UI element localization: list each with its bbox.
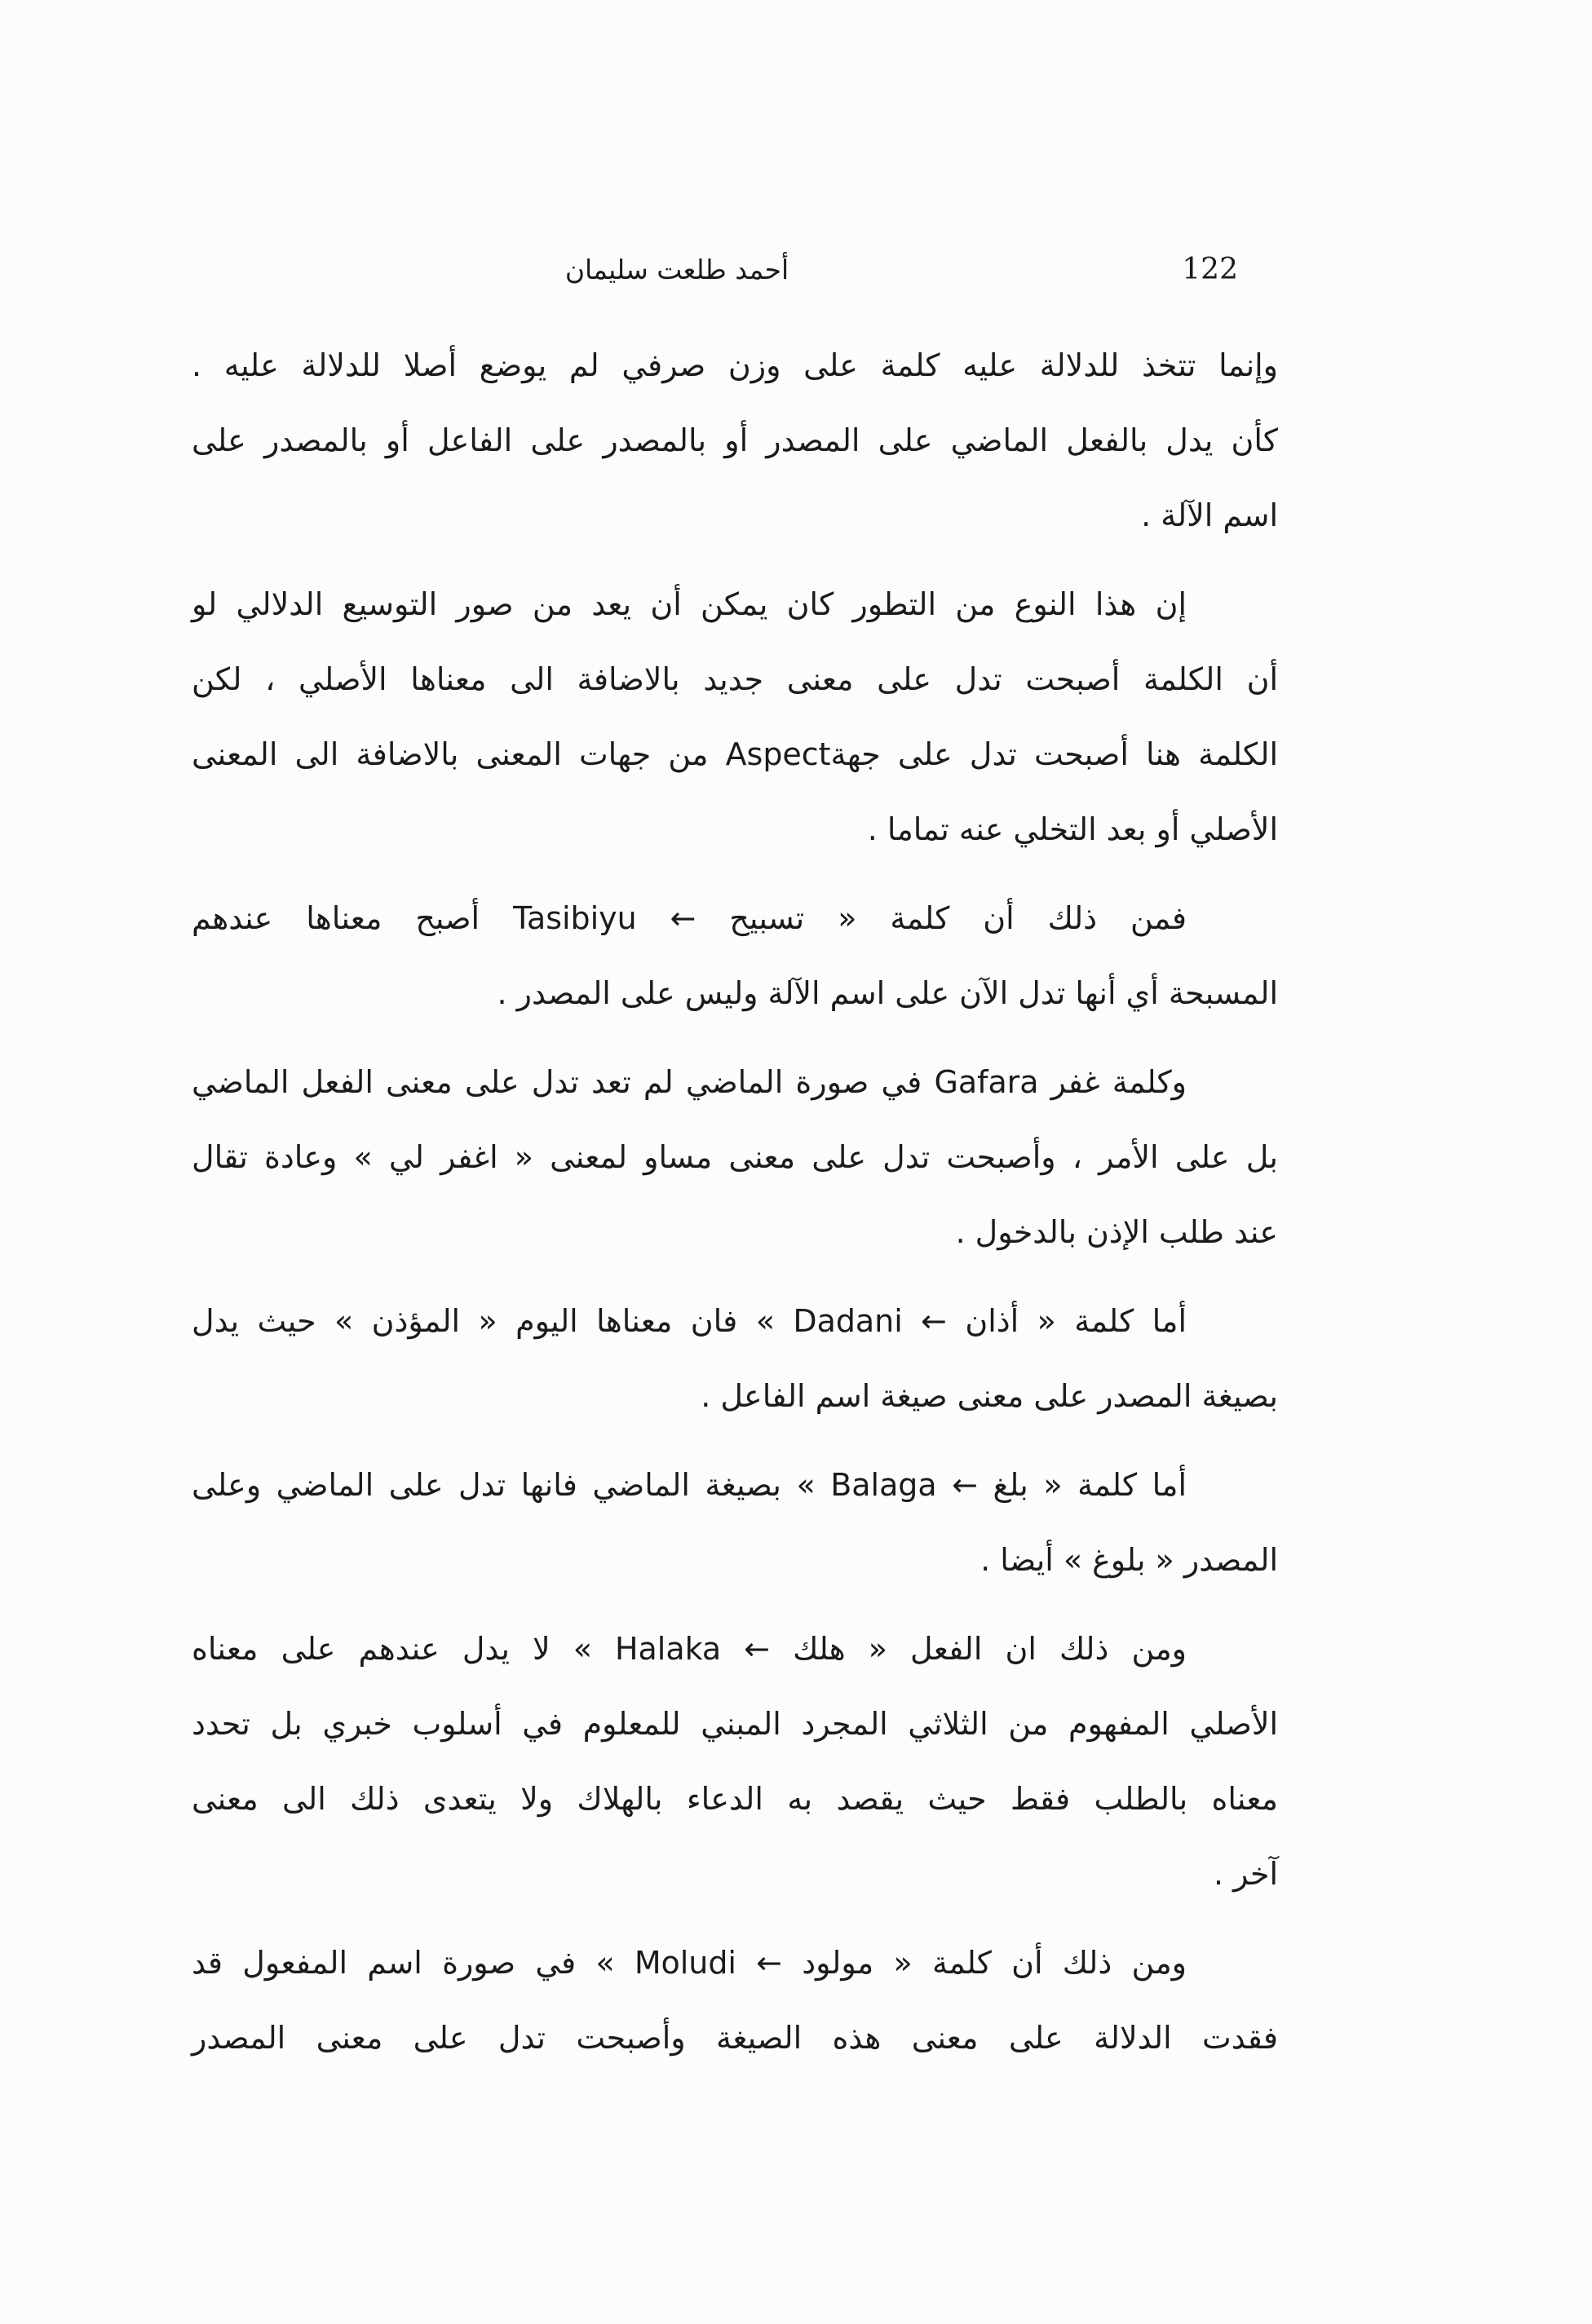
text-line: فقدت الدلالة على معنى هذه الصيغة وأصبحت تدل على معنى المصدر: [192, 2020, 1278, 2056]
body-text: [192, 328, 1278, 2075]
paragraph: [192, 1045, 1278, 1270]
text-line: إن هذا النوع من التطور كان يمكن أن يعد من صور التوسيع الدلالي لو: [192, 586, 1187, 622]
running-header-author: أحمد طلعت سليمان: [564, 254, 789, 285]
paragraph: [192, 881, 1278, 1031]
text-line: كأن يدل بالفعل الماضي على المصدر أو بالمصدر على الفاعل أو بالمصدر على: [192, 422, 1278, 458]
page-number: 122: [1182, 253, 1238, 286]
text-line: المصدر « بلوغ » أيضا .: [980, 1542, 1278, 1578]
text-line: ومن ذلك ان الفعل « هلك ← Halaka » لا يدل عندهم على معناه: [192, 1631, 1187, 1667]
paragraph: [192, 1611, 1278, 1911]
text-line: أما كلمة « بلغ ← Balaga » بصيغة الماضي فانها تدل على الماضي وعلى: [192, 1467, 1187, 1503]
text-line: أما كلمة « أذان ← Dadani » فان معناها اليوم « المؤذن » حيث يدل: [192, 1303, 1187, 1339]
paragraph: [192, 567, 1278, 867]
text-line: معناه بالطلب فقط حيث يقصد به الدعاء بالهلاك ولا يتعدى ذلك الى معنى: [192, 1781, 1278, 1817]
paragraph: [192, 1447, 1278, 1597]
text-line: بصيغة المصدر على معنى صيغة اسم الفاعل .: [701, 1378, 1278, 1414]
text-line: وكلمة غفر Gafara في صورة الماضي لم تعد تدل على معنى الفعل الماضي: [192, 1064, 1187, 1100]
paragraph: [192, 1284, 1278, 1434]
paragraph: [192, 1925, 1278, 2075]
text-line: اسم الآلة .: [1141, 497, 1278, 533]
text-line: الأصلي أو بعد التخلي عنه تماما .: [867, 811, 1278, 847]
text-line: عند طلب الإذن بالدخول .: [955, 1214, 1278, 1250]
text-line: فمن ذلك أن كلمة « تسبيح ← Tasibiyu أصبح معناها عندهم: [192, 900, 1187, 936]
text-line: أن الكلمة أصبحت تدل على معنى جديد بالاضافة الى معناها الأصلي ، لكن: [192, 661, 1278, 697]
paragraph: [192, 328, 1278, 553]
text-line: ومن ذلك أن كلمة « مولود ← Moludi » في صورة اسم المفعول قد: [192, 1945, 1187, 1981]
text-line: المسبحة أي أنها تدل الآن على اسم الآلة وليس على المصدر .: [497, 975, 1278, 1011]
text-line: آخر .: [1213, 1856, 1278, 1892]
text-line: الكلمة هنا أصبحت تدل على جهةAspect من جهات المعنى بالاضافة الى المعنى: [192, 736, 1279, 772]
text-line: بل على الأمر ، وأصبحت تدل على معنى مساو لمعنى « اغفر لي » وعادة تقال: [192, 1139, 1278, 1175]
text-line: وإنما تتخذ للدلالة عليه كلمة على وزن صرفي لم يوضع أصلا للدلالة عليه .: [192, 347, 1278, 383]
text-line: الأصلي المفهوم من الثلاثي المجرد المبني للمعلوم في أسلوب خبري بل تحدد: [192, 1706, 1278, 1742]
